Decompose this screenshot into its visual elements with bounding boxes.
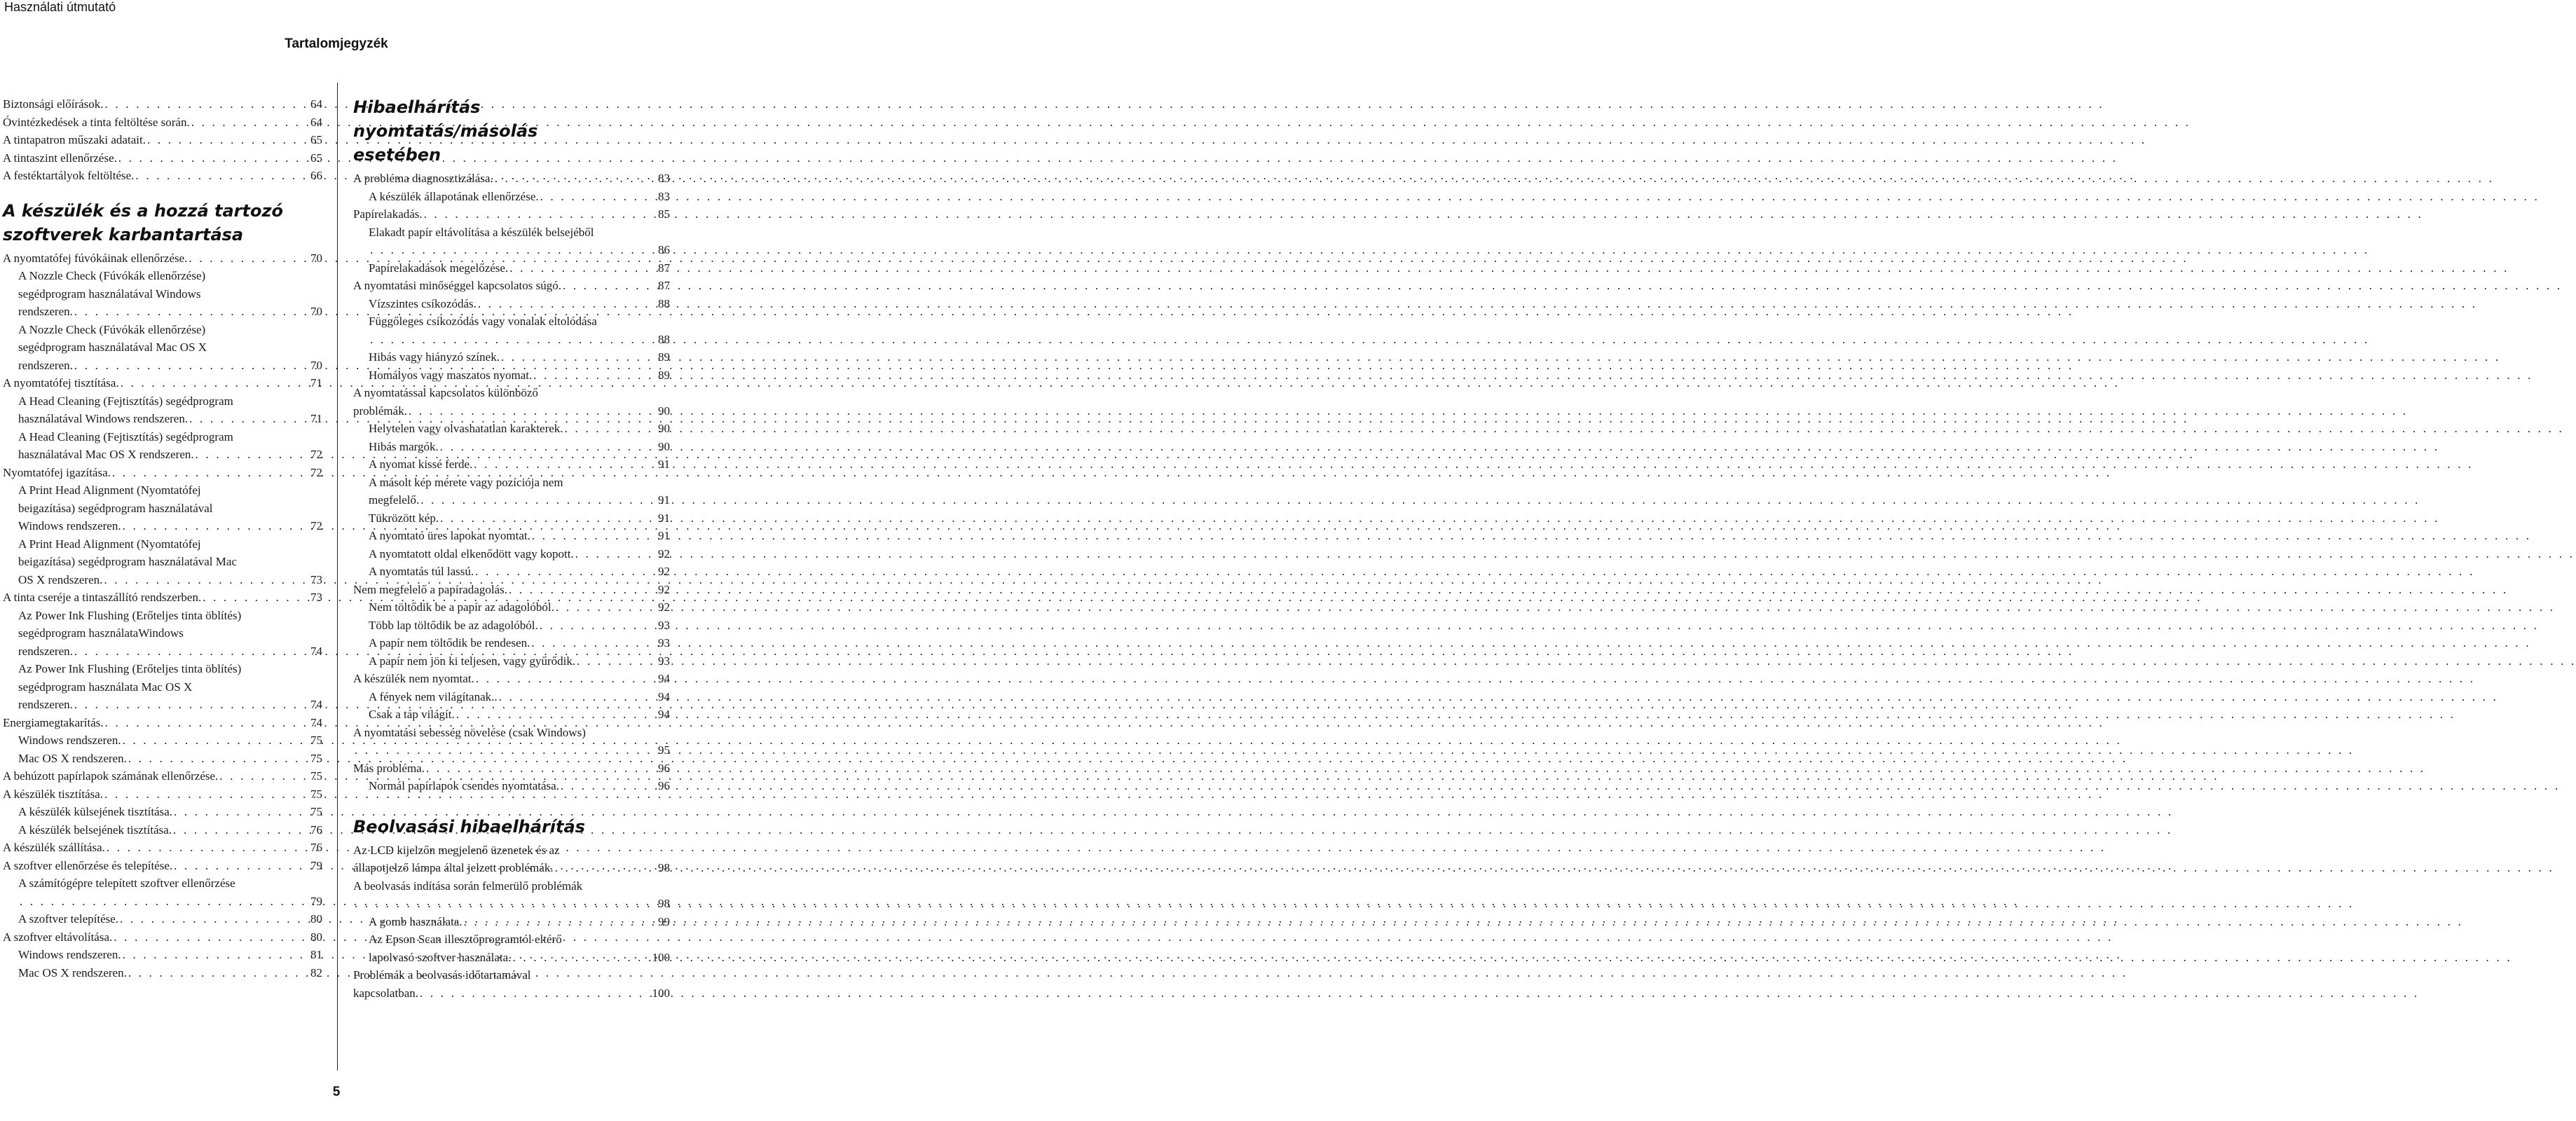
toc-page-number: 76 <box>310 823 322 837</box>
dot-leader <box>353 741 658 759</box>
dot-leader <box>455 706 658 724</box>
dot-leader <box>538 617 658 635</box>
toc-entry[interactable] <box>353 913 670 931</box>
toc-entry[interactable] <box>3 607 322 661</box>
dot-leader <box>530 527 658 545</box>
toc-entry-text: A festéktartályok feltöltése. <box>3 169 135 182</box>
toc-entry-text: segédprogram használata Mac OS X <box>18 680 193 694</box>
toc-page-number: 87 <box>658 261 670 275</box>
toc-entry[interactable] <box>353 223 670 259</box>
toc-entry-text: A Print Head Alignment (Nyomtatófej <box>18 483 201 497</box>
dot-leader <box>532 366 658 385</box>
toc-page-number: 82 <box>310 965 322 979</box>
toc-entry[interactable] <box>3 481 322 535</box>
toc-page-number: 74 <box>310 715 322 729</box>
toc-entry[interactable] <box>353 384 670 420</box>
toc-page-number: 92 <box>658 565 670 578</box>
toc-entry-text: Biztonsági előírások. <box>3 97 104 111</box>
toc-page-number: 95 <box>658 743 670 757</box>
toc-entry[interactable] <box>3 785 322 804</box>
toc-entry[interactable] <box>353 527 670 545</box>
toc-page-number: 75 <box>310 805 322 818</box>
dot-leader <box>507 581 658 599</box>
dot-leader <box>407 402 658 420</box>
toc-entry-text: Elakadt papír eltávolítása a készülék belsejéből <box>369 225 594 239</box>
toc-entry-text: Nem megfelelő a papíradagolás. <box>353 582 507 596</box>
toc-entry-text: A készülék tisztítása. <box>3 787 104 801</box>
toc-entry-text: Mac OS X rendszeren. <box>18 965 127 979</box>
toc-page-number: 90 <box>658 422 670 435</box>
dot-leader <box>172 821 310 839</box>
toc-entry-text: rendszeren. <box>18 305 73 318</box>
toc-page-number: 72 <box>310 519 322 532</box>
toc-heading: Tartalomjegyzék <box>285 36 388 51</box>
toc-page-number: 75 <box>310 787 322 801</box>
toc-entry[interactable] <box>353 312 670 348</box>
dot-leader <box>117 149 310 167</box>
toc-entry-text: A nyomtatás túl lassú. <box>369 565 474 578</box>
toc-entry-text: A beolvasás indítása során felmerülő problémák <box>353 879 583 893</box>
toc-page-number: 98 <box>658 897 670 910</box>
toc-entry[interactable] <box>353 759 670 778</box>
toc-entry-text: Az Power Ink Flushing (Erőteljes tinta öblítés) <box>18 662 242 675</box>
toc-entry-text: A fények nem világítanak.. <box>369 689 498 703</box>
toc-entry[interactable] <box>353 295 670 313</box>
toc-entry[interactable] <box>3 167 322 185</box>
toc-entry-text: Hibás vagy hiányzó színek. <box>369 350 500 364</box>
toc-page-number: 83 <box>658 172 670 185</box>
dot-leader <box>190 114 310 132</box>
section-heading-line: A készülék és a hozzá tartozó <box>3 200 283 221</box>
toc-entry[interactable] <box>353 724 670 759</box>
toc-entry[interactable] <box>353 259 670 277</box>
toc-entry[interactable] <box>353 348 670 366</box>
toc-entry[interactable] <box>3 131 322 149</box>
toc-page-number: 72 <box>310 448 322 461</box>
toc-entry-text: rendszeren. <box>18 698 73 711</box>
toc-entry[interactable] <box>3 839 322 857</box>
toc-page-number: 75 <box>310 751 322 765</box>
dot-leader <box>574 545 658 563</box>
toc-entry-text: Windows rendszeren. <box>18 734 121 747</box>
toc-entry-text: A tinta cseréje a tintaszállító rendszerben. <box>3 591 202 604</box>
toc-entry[interactable] <box>3 731 322 750</box>
toc-page-number: 64 <box>310 115 322 129</box>
toc-entry-text: A gomb használata. <box>369 914 463 928</box>
toc-entry-text: A nyomtatási sebesség növelése (csak Windows) <box>353 725 586 739</box>
toc-entry-text: segédprogram használatával Windows <box>18 287 201 301</box>
toc-entry-text: Függőleges csíkozódás vagy vonalak eltolódása <box>369 315 597 328</box>
toc-entry-text: A szoftver eltávolítása. <box>3 930 113 944</box>
toc-entry[interactable] <box>353 841 670 877</box>
toc-entry[interactable] <box>353 581 670 599</box>
toc-entry[interactable] <box>3 464 322 482</box>
toc-entry-text: A nyomtatási minőséggel kapcsolatos súgó. <box>353 279 561 292</box>
toc-page-number: 70 <box>310 358 322 372</box>
dot-leader <box>511 949 652 967</box>
toc-entry-text: rendszeren. <box>18 358 73 372</box>
toc-entry[interactable] <box>353 205 670 223</box>
toc-page-number: 91 <box>658 458 670 471</box>
dot-leader <box>218 767 310 785</box>
dot-leader <box>121 946 310 964</box>
toc-entry-text: A tintaszint ellenőrzése. <box>3 151 117 165</box>
toc-entry-text: Papírelakadás. <box>353 207 423 221</box>
toc-entry-text: használatával Windows rendszeren. <box>18 412 189 425</box>
column-divider <box>337 83 338 1071</box>
toc-entry-text: Nem töltődik be a papír az adagolóból. <box>369 600 554 614</box>
toc-entry[interactable] <box>3 946 322 964</box>
dot-leader <box>369 241 658 259</box>
toc-entry[interactable] <box>353 706 670 724</box>
dot-leader <box>477 295 658 313</box>
toc-entry[interactable] <box>353 670 670 688</box>
section-heading <box>353 815 670 839</box>
toc-entry-text: A nyomtató üres lapokat nyomtat. <box>369 529 530 542</box>
dot-leader <box>554 859 658 877</box>
toc-right-column <box>353 95 670 1002</box>
toc-entry[interactable] <box>3 535 322 589</box>
toc-entry[interactable] <box>3 149 322 167</box>
toc-page-number: 94 <box>658 708 670 721</box>
dot-leader <box>134 167 310 185</box>
dot-leader <box>118 910 310 928</box>
toc-entry[interactable] <box>353 474 670 509</box>
toc-page-number: 64 <box>310 97 322 111</box>
dot-leader <box>369 331 658 349</box>
toc-page-number: 93 <box>658 618 670 632</box>
toc-page-number: 81 <box>310 948 322 961</box>
dot-leader <box>353 895 658 913</box>
toc-entry[interactable] <box>353 777 670 795</box>
dot-leader <box>493 170 658 188</box>
dot-leader <box>423 205 658 223</box>
toc-page-number: 94 <box>658 689 670 703</box>
dot-leader <box>73 303 310 321</box>
dot-leader <box>104 95 310 114</box>
toc-entry-text: Energiamegtakarítás. <box>3 715 104 729</box>
toc-page-number: 92 <box>658 600 670 614</box>
toc-entry-text: A Head Cleaning (Fejtisztítás) segédprogram <box>18 394 233 408</box>
toc-entry[interactable] <box>353 598 670 617</box>
dot-leader <box>539 188 658 206</box>
toc-entry[interactable] <box>3 114 322 132</box>
dot-leader <box>419 491 658 509</box>
toc-entry-text: A szoftver telepítése. <box>18 912 119 926</box>
toc-entry-text: Papírelakadások megelőzése. <box>369 261 509 275</box>
toc-entry-text: A nyomat kissé ferde. <box>369 458 473 471</box>
toc-entry-text: A probléma diagnosztizálása. <box>353 172 493 185</box>
dot-leader <box>18 893 310 911</box>
toc-entry[interactable] <box>353 170 670 188</box>
toc-entry[interactable] <box>3 750 322 768</box>
dot-leader <box>146 131 310 149</box>
toc-entry-text: Homályos vagy maszatos nyomat. <box>369 368 533 382</box>
toc-entry[interactable] <box>353 420 670 438</box>
toc-page-number: 71 <box>310 376 322 390</box>
dot-leader <box>508 259 658 277</box>
dot-leader <box>104 714 310 732</box>
dot-leader <box>119 374 310 392</box>
toc-entry[interactable] <box>3 874 322 910</box>
toc-entry-text: A nyomtatott oldal elkenődött vagy kopott. <box>369 546 574 560</box>
toc-entry[interactable] <box>353 455 670 474</box>
toc-page-number: 88 <box>658 332 670 346</box>
toc-entry-text: A behúzott papírlapok számának ellenőrzése. <box>3 769 219 783</box>
toc-page-number: 91 <box>658 511 670 525</box>
toc-entry[interactable] <box>3 249 322 268</box>
toc-entry[interactable] <box>3 910 322 928</box>
toc-entry-text: Több lap töltődik be az adagolóból. <box>369 618 538 632</box>
toc-entry-text: A nyomtatással kapcsolatos különböző <box>353 386 538 399</box>
toc-entry-text: rendszeren. <box>18 644 73 658</box>
dot-leader <box>474 670 658 688</box>
section-heading-line: esetében <box>353 145 441 165</box>
toc-entry[interactable] <box>353 877 670 913</box>
dot-leader <box>474 563 658 581</box>
toc-entry-text: segédprogram használataWindows <box>18 626 184 640</box>
toc-page-number: 79 <box>310 894 322 908</box>
toc-entry[interactable] <box>3 660 322 714</box>
section-heading-line: szoftverek karbantartása <box>3 224 244 245</box>
toc-entry-text: A készülék külsejének tisztítása. <box>18 805 172 818</box>
toc-page-number: 73 <box>310 572 322 586</box>
toc-entry-text: A Head Cleaning (Fejtisztítás) segédprogram <box>18 429 233 443</box>
toc-page-number: 70 <box>310 305 322 318</box>
toc-page-number: 86 <box>658 243 670 256</box>
toc-page-number: 75 <box>310 734 322 747</box>
toc-entry[interactable] <box>353 930 670 966</box>
document-title: Használati útmutató <box>4 0 116 14</box>
section-heading <box>3 199 322 247</box>
toc-entry[interactable] <box>3 95 322 114</box>
toc-page-number: 72 <box>310 465 322 479</box>
dot-leader <box>73 642 310 661</box>
dot-leader <box>73 696 310 714</box>
page-number: 5 <box>332 1085 341 1099</box>
toc-page-number: 75 <box>310 769 322 783</box>
dot-leader <box>121 517 310 535</box>
toc-entry-text: A másolt kép mérete vagy pozíciója nem <box>369 475 563 489</box>
toc-entry[interactable] <box>353 634 670 652</box>
dot-leader <box>102 571 310 589</box>
toc-entry[interactable] <box>3 267 322 321</box>
dot-leader <box>172 803 310 821</box>
toc-entry[interactable] <box>353 688 670 706</box>
toc-page-number: 100 <box>652 986 670 1000</box>
toc-page-number: 91 <box>658 529 670 542</box>
toc-entry-text: használatával Mac OS X rendszeren. <box>18 448 194 461</box>
dot-leader <box>127 964 310 982</box>
toc-page-number: 83 <box>658 189 670 203</box>
dot-leader <box>105 839 310 857</box>
toc-page-number: 90 <box>658 439 670 453</box>
toc-page-number: 73 <box>310 591 322 604</box>
toc-entry-text: OS X rendszeren. <box>18 572 103 586</box>
toc-entry-text: A papír nem töltődik be rendesen. <box>369 636 530 649</box>
dot-leader <box>425 759 658 778</box>
dot-leader <box>121 731 310 750</box>
toc-entry-text: A Print Head Alignment (Nyomtatófej <box>18 537 201 551</box>
toc-entry[interactable] <box>3 714 322 732</box>
toc-page-number: 80 <box>310 912 322 926</box>
dot-leader <box>187 249 310 268</box>
dot-leader <box>172 857 310 875</box>
toc-entry[interactable] <box>353 545 670 563</box>
toc-entry[interactable] <box>353 652 670 670</box>
section-heading-line: Beolvasási hibaelhárítás <box>353 816 585 837</box>
dot-leader <box>554 598 658 617</box>
dot-leader <box>561 277 658 295</box>
toc-entry-text: Problémák a beolvasás időtartamával <box>353 968 531 982</box>
toc-page-number: 88 <box>658 296 670 310</box>
dot-leader <box>194 446 310 464</box>
dot-leader <box>463 913 658 931</box>
toc-page-number: 93 <box>658 636 670 649</box>
toc-entry-text: Az Epson Scan illesztőprogramtól eltérő <box>369 933 562 946</box>
toc-page-number: 94 <box>658 672 670 685</box>
toc-entry[interactable] <box>3 767 322 785</box>
toc-entry-text: A készülék nem nyomtat. <box>353 672 474 685</box>
toc-page-number: 70 <box>310 251 322 265</box>
dot-leader <box>73 357 310 375</box>
toc-entry[interactable] <box>3 589 322 607</box>
toc-entry-text: Vízszintes csíkozódás. <box>369 296 477 310</box>
toc-entry[interactable] <box>3 428 322 464</box>
toc-page-number: 76 <box>310 841 322 854</box>
toc-entry-text: kapcsolatban. <box>353 986 418 1000</box>
section-heading <box>353 95 670 167</box>
dot-leader <box>439 509 658 528</box>
section-heading-line: Hibaelhárítás nyomtatás/másolás <box>353 97 538 141</box>
dot-leader <box>530 634 658 652</box>
dot-leader <box>112 928 310 947</box>
toc-entry-text: Helytelen vagy olvashatatlan karakterek. <box>369 422 563 435</box>
dot-leader <box>111 464 310 482</box>
toc-entry-text: Nyomtatófej igazítása. <box>3 465 111 479</box>
toc-entry-text: A Nozzle Check (Fúvókák ellenőrzése) <box>18 322 206 336</box>
toc-entry-text: A nyomtatófej fúvókáinak ellenőrzése. <box>3 251 188 265</box>
toc-page-number: 65 <box>310 133 322 146</box>
toc-page-number: 87 <box>658 279 670 292</box>
toc-page-number: 93 <box>658 654 670 668</box>
dot-leader <box>559 777 658 795</box>
toc-entry[interactable] <box>3 392 322 428</box>
toc-entry-text: A tintapatron műszaki adatait. <box>3 133 146 146</box>
dot-leader <box>575 652 658 670</box>
toc-entry[interactable] <box>3 928 322 947</box>
toc-page-number: 89 <box>658 350 670 364</box>
toc-left-column <box>3 95 322 982</box>
toc-entry-text: beigazítása) segédprogram használatával <box>18 501 213 515</box>
dot-leader <box>418 984 652 1003</box>
toc-page-number: 85 <box>658 207 670 221</box>
toc-entry[interactable] <box>3 857 322 875</box>
toc-entry-text: Windows rendszeren. <box>18 948 121 961</box>
toc-entry-text: A készülék állapotának ellenőrzése. <box>369 189 539 203</box>
toc-entry-text: Az LCD kijelzőn megjelenő üzenetek és az <box>353 843 560 857</box>
toc-page-number: 92 <box>658 582 670 596</box>
toc-page-number: 99 <box>658 914 670 928</box>
dot-leader <box>563 420 658 438</box>
toc-page-number: 91 <box>658 493 670 507</box>
dot-leader <box>472 455 658 474</box>
toc-entry[interactable] <box>353 509 670 528</box>
toc-entry[interactable] <box>353 966 670 1002</box>
toc-entry-text: Windows rendszeren. <box>18 519 121 532</box>
toc-page-number: 96 <box>658 761 670 775</box>
toc-entry-text: Tükrözött kép. <box>369 511 439 525</box>
toc-entry-text: Más probléma. <box>353 761 425 775</box>
toc-entry-text: A készülék szállítása. <box>3 841 105 854</box>
toc-entry-text: megfelelő. <box>369 493 420 507</box>
dot-leader <box>127 750 310 768</box>
toc-page-number: 66 <box>310 169 322 182</box>
toc-entry-text: Normál papírlapok csendes nyomtatása. <box>369 779 559 792</box>
toc-page-number: 90 <box>658 404 670 418</box>
toc-entry-text: Óvintézkedések a tinta feltöltése során. <box>3 115 190 129</box>
toc-entry[interactable] <box>353 188 670 206</box>
toc-entry[interactable] <box>353 366 670 385</box>
toc-entry[interactable] <box>3 821 322 839</box>
dot-leader <box>498 688 658 706</box>
toc-entry-text: A Nozzle Check (Fúvókák ellenőrzése) <box>18 269 206 282</box>
toc-page-number: 92 <box>658 546 670 560</box>
toc-entry-text: Hibás margók. <box>369 439 439 453</box>
dot-leader <box>439 438 658 456</box>
toc-page-number: 79 <box>310 858 322 872</box>
toc-entry-text: A papír nem jön ki teljesen, vagy gyűrődik. <box>369 654 576 668</box>
toc-page-number: 65 <box>310 151 322 165</box>
toc-entry-text: állapotjelző lámpa által jelzett problémák. <box>353 861 554 874</box>
toc-entry[interactable] <box>353 438 670 456</box>
dot-leader <box>103 785 310 804</box>
toc-page-number: 80 <box>310 930 322 944</box>
toc-entry-text: Csak a táp világít. <box>369 708 455 721</box>
toc-page-number: 98 <box>658 861 670 874</box>
toc-page-number: 89 <box>658 368 670 382</box>
toc-entry-text: segédprogram használatával Mac OS X <box>18 341 207 354</box>
toc-page-number: 96 <box>658 779 670 792</box>
toc-entry[interactable] <box>3 321 322 375</box>
toc-entry-text: problémák. <box>353 404 407 418</box>
toc-entry[interactable] <box>3 374 322 392</box>
dot-leader <box>500 348 658 366</box>
toc-page-number: 74 <box>310 698 322 711</box>
toc-entry-text: A készülék belsejének tisztítása. <box>18 823 172 837</box>
toc-entry[interactable] <box>353 277 670 295</box>
toc-entry-text: A nyomtatófej tisztítása. <box>3 376 119 390</box>
toc-entry[interactable] <box>353 563 670 581</box>
toc-page-number: 71 <box>310 412 322 425</box>
toc-entry[interactable] <box>3 964 322 982</box>
toc-entry-text: A szoftver ellenőrzése és telepítése. <box>3 858 173 872</box>
toc-entry[interactable] <box>3 803 322 821</box>
dot-leader <box>201 589 310 607</box>
toc-entry-text: beigazítása) segédprogram használatával Mac <box>18 555 237 568</box>
dot-leader <box>188 410 310 428</box>
toc-entry[interactable] <box>353 617 670 635</box>
toc-entry-text: lapolvasó szoftver használata. <box>369 950 512 964</box>
toc-entry-text: A számítógépre telepített szoftver ellenőrzése <box>18 876 235 890</box>
toc-entry-text: Az Power Ink Flushing (Erőteljes tinta öblítés) <box>18 608 242 622</box>
toc-page-number: 74 <box>310 644 322 658</box>
toc-page-number: 100 <box>652 950 670 964</box>
toc-entry-text: Mac OS X rendszeren. <box>18 751 127 765</box>
